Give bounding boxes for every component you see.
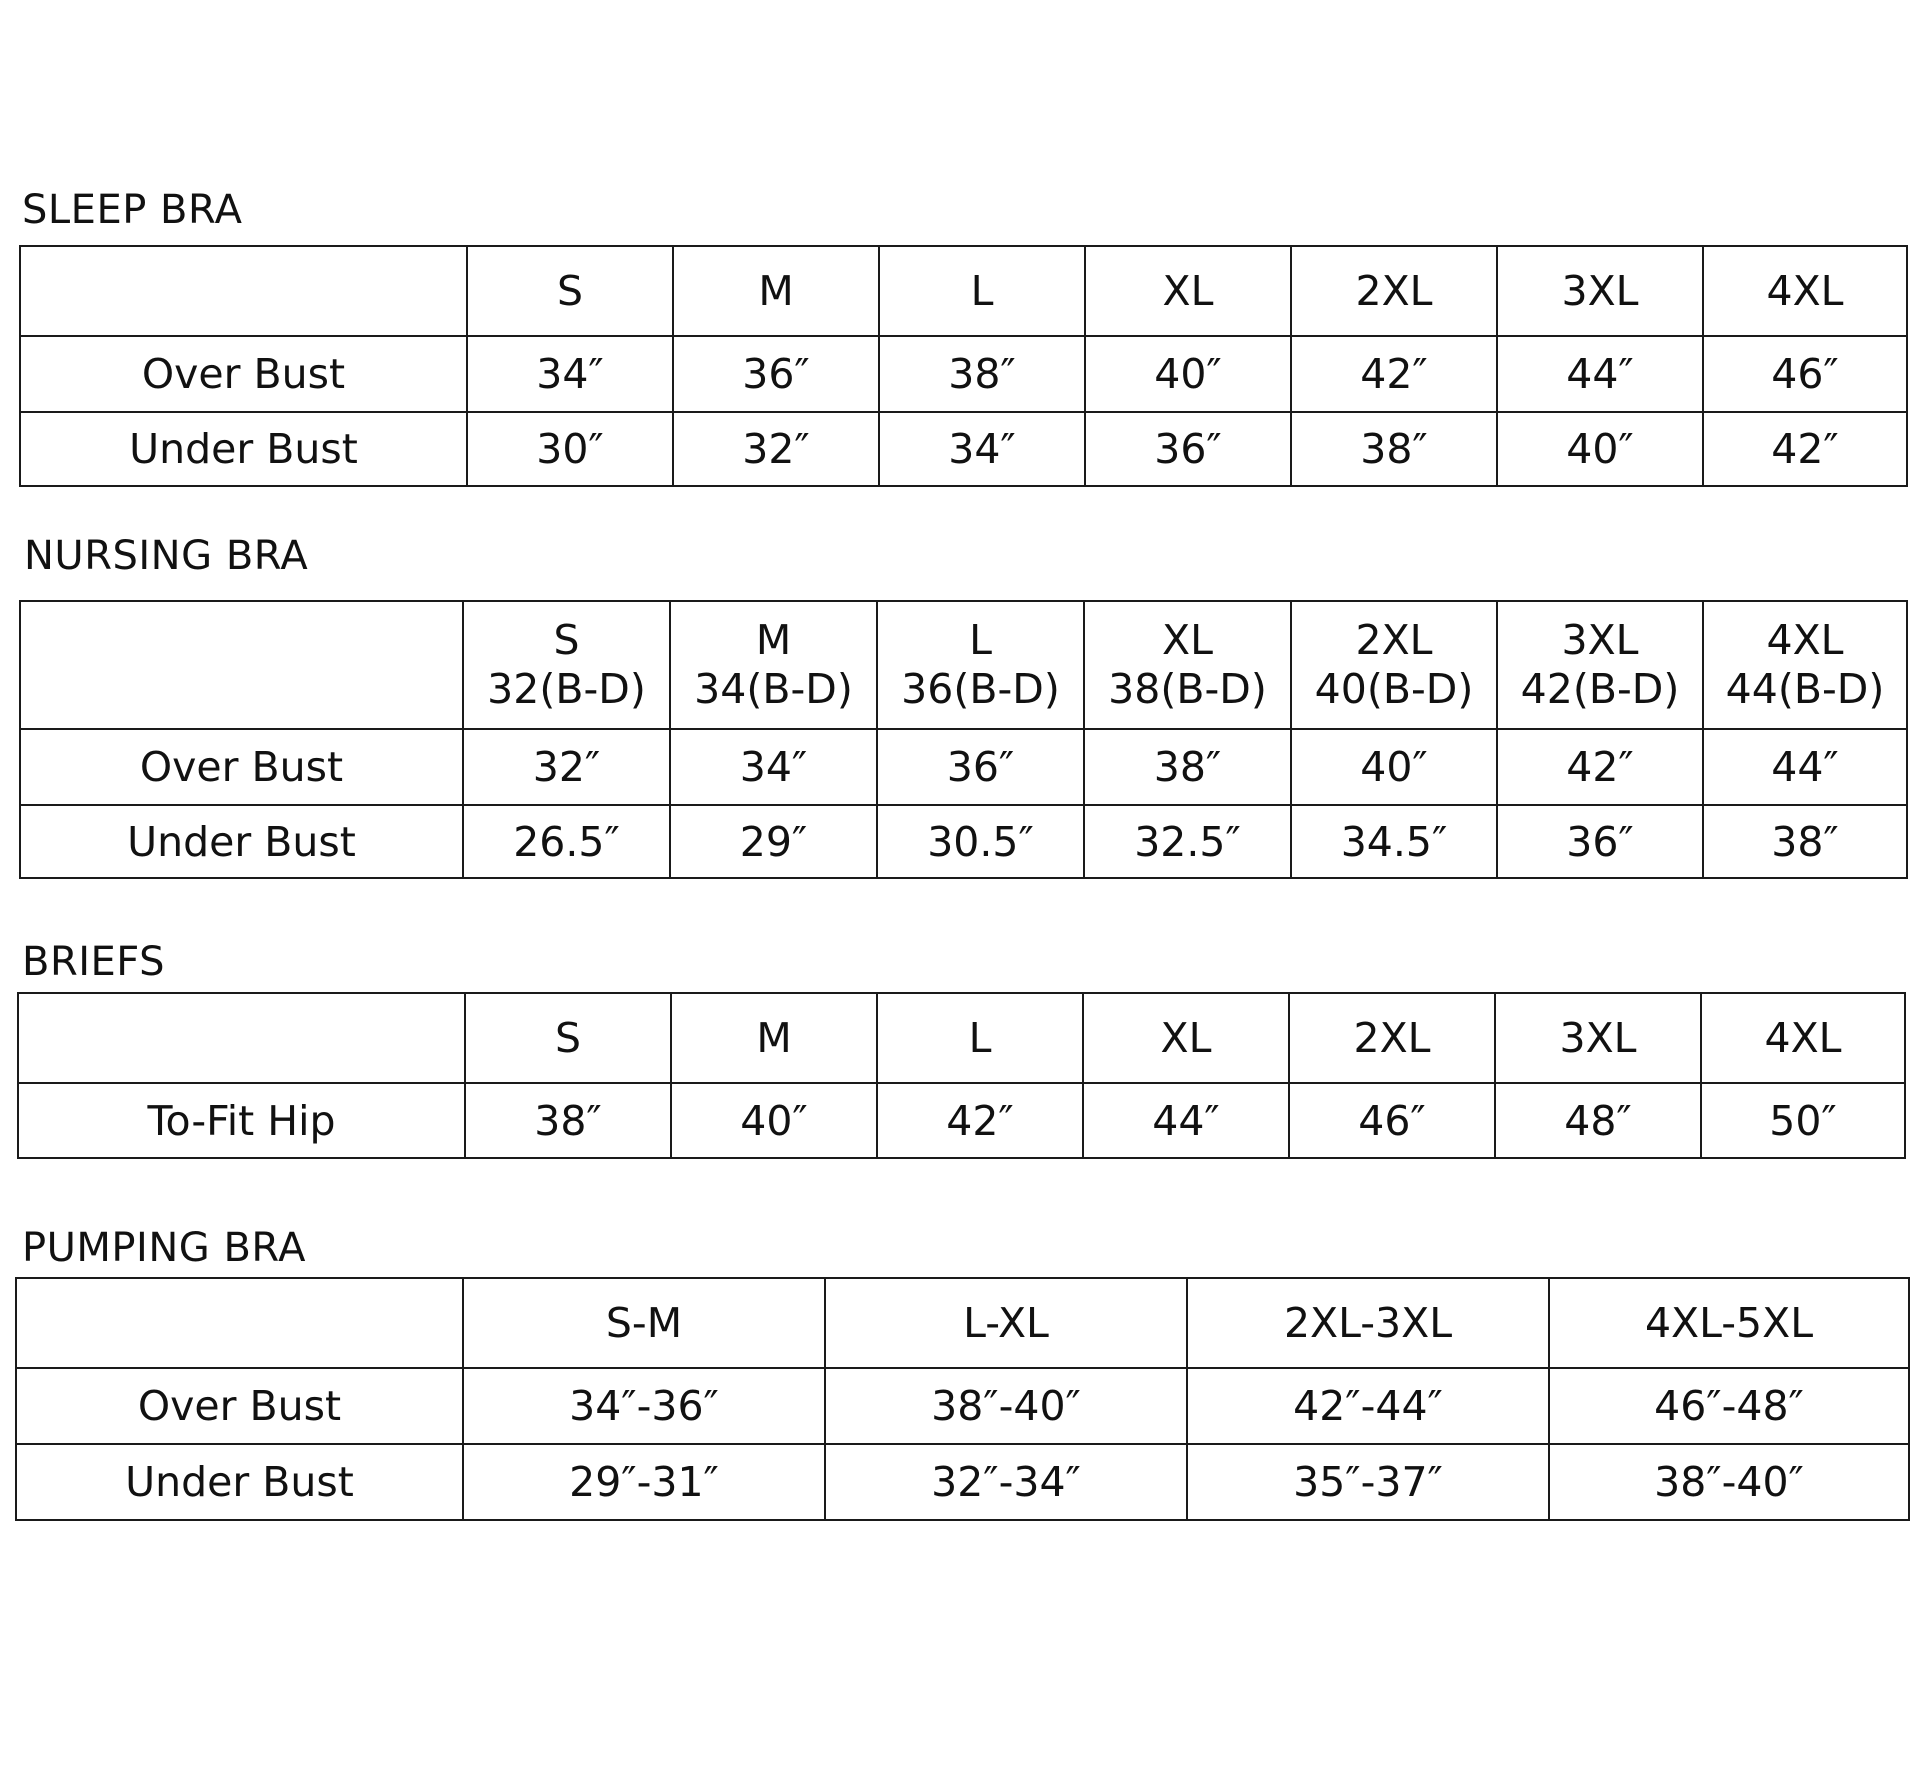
table-cell: 42″: [1497, 729, 1703, 805]
table-cell: 26.5″: [463, 805, 670, 878]
row-label: Over Bust: [20, 729, 463, 805]
table-cell: 42″: [877, 1083, 1083, 1158]
table-row: [20, 805, 1907, 878]
size-header: [1291, 601, 1497, 729]
size-header: [1703, 601, 1907, 729]
size-label: 3XL: [1561, 615, 1639, 664]
table-cell: 38″-40″: [825, 1368, 1187, 1444]
table-cell: 29″: [670, 805, 877, 878]
size-header: 4XL: [1701, 993, 1905, 1083]
sleep-bra-title: SLEEP BRA: [22, 187, 243, 233]
size-label: L: [969, 615, 992, 664]
table-cell: 46″: [1703, 336, 1907, 412]
size-header: S: [465, 993, 671, 1083]
row-label: Under Bust: [16, 1444, 463, 1520]
table-cell: 38″: [1084, 729, 1291, 805]
empty-corner-cell: [16, 1278, 463, 1368]
briefs-table: [17, 992, 1906, 1159]
empty-corner-cell: [18, 993, 465, 1083]
table-cell: 46″: [1289, 1083, 1495, 1158]
size-header: L: [877, 993, 1083, 1083]
size-header: 2XL: [1289, 993, 1495, 1083]
pumping-bra-table: [15, 1277, 1910, 1521]
band-label: 44(B-D): [1725, 665, 1885, 713]
table-cell: 34″: [467, 336, 673, 412]
row-label: Under Bust: [20, 805, 463, 878]
table-row: [20, 336, 1907, 412]
size-header: [1084, 601, 1291, 729]
size-header: S-M: [463, 1278, 825, 1368]
table-cell: 36″: [1085, 412, 1291, 486]
table-cell: 40″: [1085, 336, 1291, 412]
table-row: [20, 729, 1907, 805]
table-cell: 36″: [1497, 805, 1703, 878]
table-cell: 44″: [1083, 1083, 1289, 1158]
nursing-bra-title: NURSING BRA: [24, 533, 309, 579]
table-cell: 32.5″: [1084, 805, 1291, 878]
size-header: 4XL: [1703, 246, 1907, 336]
table-cell: 34″: [879, 412, 1085, 486]
table-row: [20, 412, 1907, 486]
size-header: [670, 601, 877, 729]
table-cell: 38″: [465, 1083, 671, 1158]
table-cell: 36″: [877, 729, 1084, 805]
table-cell: 44″: [1497, 336, 1703, 412]
pumping-bra-title: PUMPING BRA: [22, 1225, 306, 1271]
table-cell: 50″: [1701, 1083, 1905, 1158]
size-header: [463, 601, 670, 729]
size-header: XL: [1083, 993, 1289, 1083]
row-label: To-Fit Hip: [18, 1083, 465, 1158]
band-label: 42(B-D): [1520, 665, 1680, 713]
size-header: 3XL: [1495, 993, 1701, 1083]
size-header: XL: [1085, 246, 1291, 336]
table-cell: 34″-36″: [463, 1368, 825, 1444]
nursing-bra-table: [19, 600, 1908, 879]
row-label: Over Bust: [16, 1368, 463, 1444]
size-header: L-XL: [825, 1278, 1187, 1368]
table-cell: 34.5″: [1291, 805, 1497, 878]
table-cell: 40″: [1291, 729, 1497, 805]
briefs-title: BRIEFS: [22, 939, 165, 985]
table-cell: 40″: [1497, 412, 1703, 486]
table-row: [16, 1444, 1909, 1520]
size-header: 4XL-5XL: [1549, 1278, 1909, 1368]
table-cell: 48″: [1495, 1083, 1701, 1158]
table-cell: 38″: [1291, 412, 1497, 486]
size-label: M: [755, 615, 792, 664]
size-header: S: [467, 246, 673, 336]
band-label: 40(B-D): [1314, 665, 1474, 713]
empty-corner-cell: [20, 246, 467, 336]
table-cell: 40″: [671, 1083, 877, 1158]
table-row: [18, 1083, 1905, 1158]
table-cell: 46″-48″: [1549, 1368, 1909, 1444]
table-cell: 32″: [673, 412, 879, 486]
table-cell: 30″: [467, 412, 673, 486]
empty-corner-cell: [20, 601, 463, 729]
table-cell: 42″: [1291, 336, 1497, 412]
size-header: [1497, 601, 1703, 729]
table-cell: 32″-34″: [825, 1444, 1187, 1520]
size-header: 3XL: [1497, 246, 1703, 336]
size-label: XL: [1162, 615, 1213, 664]
row-label: Under Bust: [20, 412, 467, 486]
table-cell: 36″: [673, 336, 879, 412]
size-header: 2XL: [1291, 246, 1497, 336]
table-header-row: [18, 993, 1905, 1083]
table-cell: 42″: [1703, 412, 1907, 486]
size-header: M: [673, 246, 879, 336]
table-row: [16, 1368, 1909, 1444]
table-cell: 29″-31″: [463, 1444, 825, 1520]
table-header-row: [20, 601, 1907, 729]
table-cell: 30.5″: [877, 805, 1084, 878]
table-header-row: [16, 1278, 1909, 1368]
band-label: 36(B-D): [901, 665, 1060, 713]
size-header: 2XL-3XL: [1187, 1278, 1549, 1368]
table-cell: 38″-40″: [1549, 1444, 1909, 1520]
size-label: S: [553, 615, 580, 664]
table-header-row: [20, 246, 1907, 336]
table-cell: 42″-44″: [1187, 1368, 1549, 1444]
band-label: 32(B-D): [487, 665, 646, 713]
size-header: [877, 601, 1084, 729]
size-label: 2XL: [1355, 615, 1433, 664]
band-label: 38(B-D): [1108, 665, 1267, 713]
band-label: 34(B-D): [694, 665, 853, 713]
size-header: M: [671, 993, 877, 1083]
table-cell: 38″: [1703, 805, 1907, 878]
size-header: L: [879, 246, 1085, 336]
table-cell: 32″: [463, 729, 670, 805]
sleep-bra-table: [19, 245, 1908, 487]
table-cell: 38″: [879, 336, 1085, 412]
row-label: Over Bust: [20, 336, 467, 412]
table-cell: 34″: [670, 729, 877, 805]
table-cell: 44″: [1703, 729, 1907, 805]
size-label: 4XL: [1766, 615, 1844, 664]
table-cell: 35″-37″: [1187, 1444, 1549, 1520]
